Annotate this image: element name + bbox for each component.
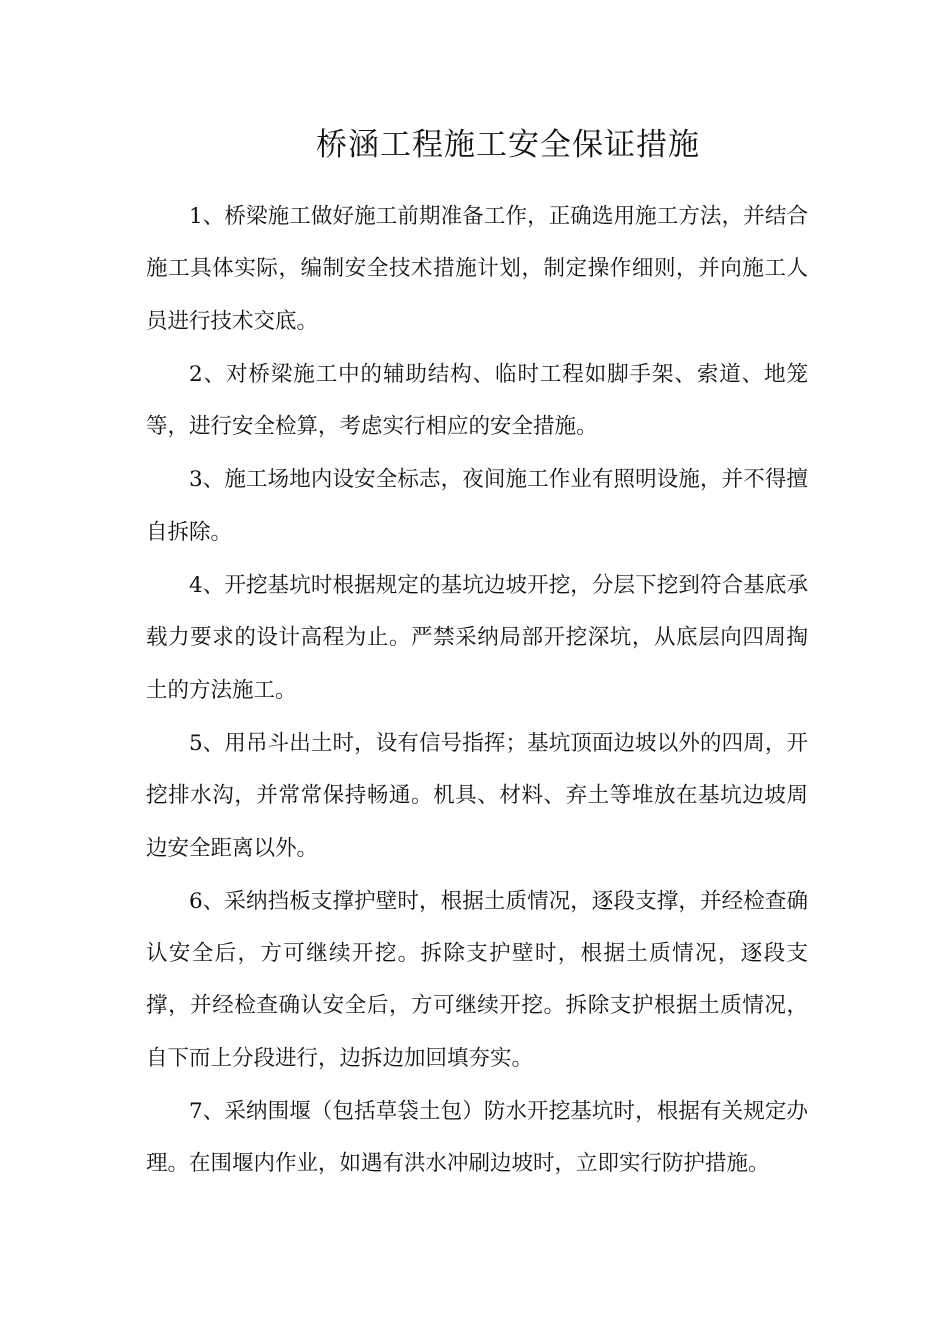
paragraph-7: 7、采纳围堰（包括草袋土包）防水开挖基坑时，根据有关规定办理。在围堰内作业，如遇有洪水冲刷边坡时，立即实行防护措施。 [146,1099,808,1177]
paragraph-4: 4、开挖基坑时根据规定的基坑边坡开挖，分层下挖到符合基底承载力要求的设计高程为止。严禁采纳局部开挖深坑，从底层向四周掏土的方法施工。 [146,573,808,703]
paragraph-3: 3、施工场地内设安全标志，夜间施工作业有照明设施，并不得擅自拆除。 [146,467,808,545]
paragraph-2: 2、对桥梁施工中的辅助结构、临时工程如脚手架、索道、地笼等，进行安全检算，考虑实行相应的安全措施。 [146,361,808,440]
paragraph-6: 6、采纳挡板支撑护壁时，根据土质情况，逐段支撑，并经检查确认安全后，方可继续开挖。拆除支护壁时，根据土质情况，逐段支撑，并经检查确认安全后，方可继续开挖。拆除支护根据土质情况，自下而上分段进行，边拆边加回填夯实。 [146,888,808,1071]
page-title: 桥涵工程施工安全保证措施 [316,127,700,163]
paragraph-5: 5、用吊斗出土时，设有信号指挥；基坑顶面边坡以外的四周，开挖排水沟，并常常保持畅通。机具、材料、弃土等堆放在基坑边坡周边安全距离以外。 [146,730,808,861]
document-body [146,191,808,1192]
paragraph-1: 1、桥梁施工做好施工前期准备工作，正确选用施工方法，并结合施工具体实际，编制安全技术措施计划，制定操作细则，并向施工人员进行技术交底。 [146,204,808,334]
